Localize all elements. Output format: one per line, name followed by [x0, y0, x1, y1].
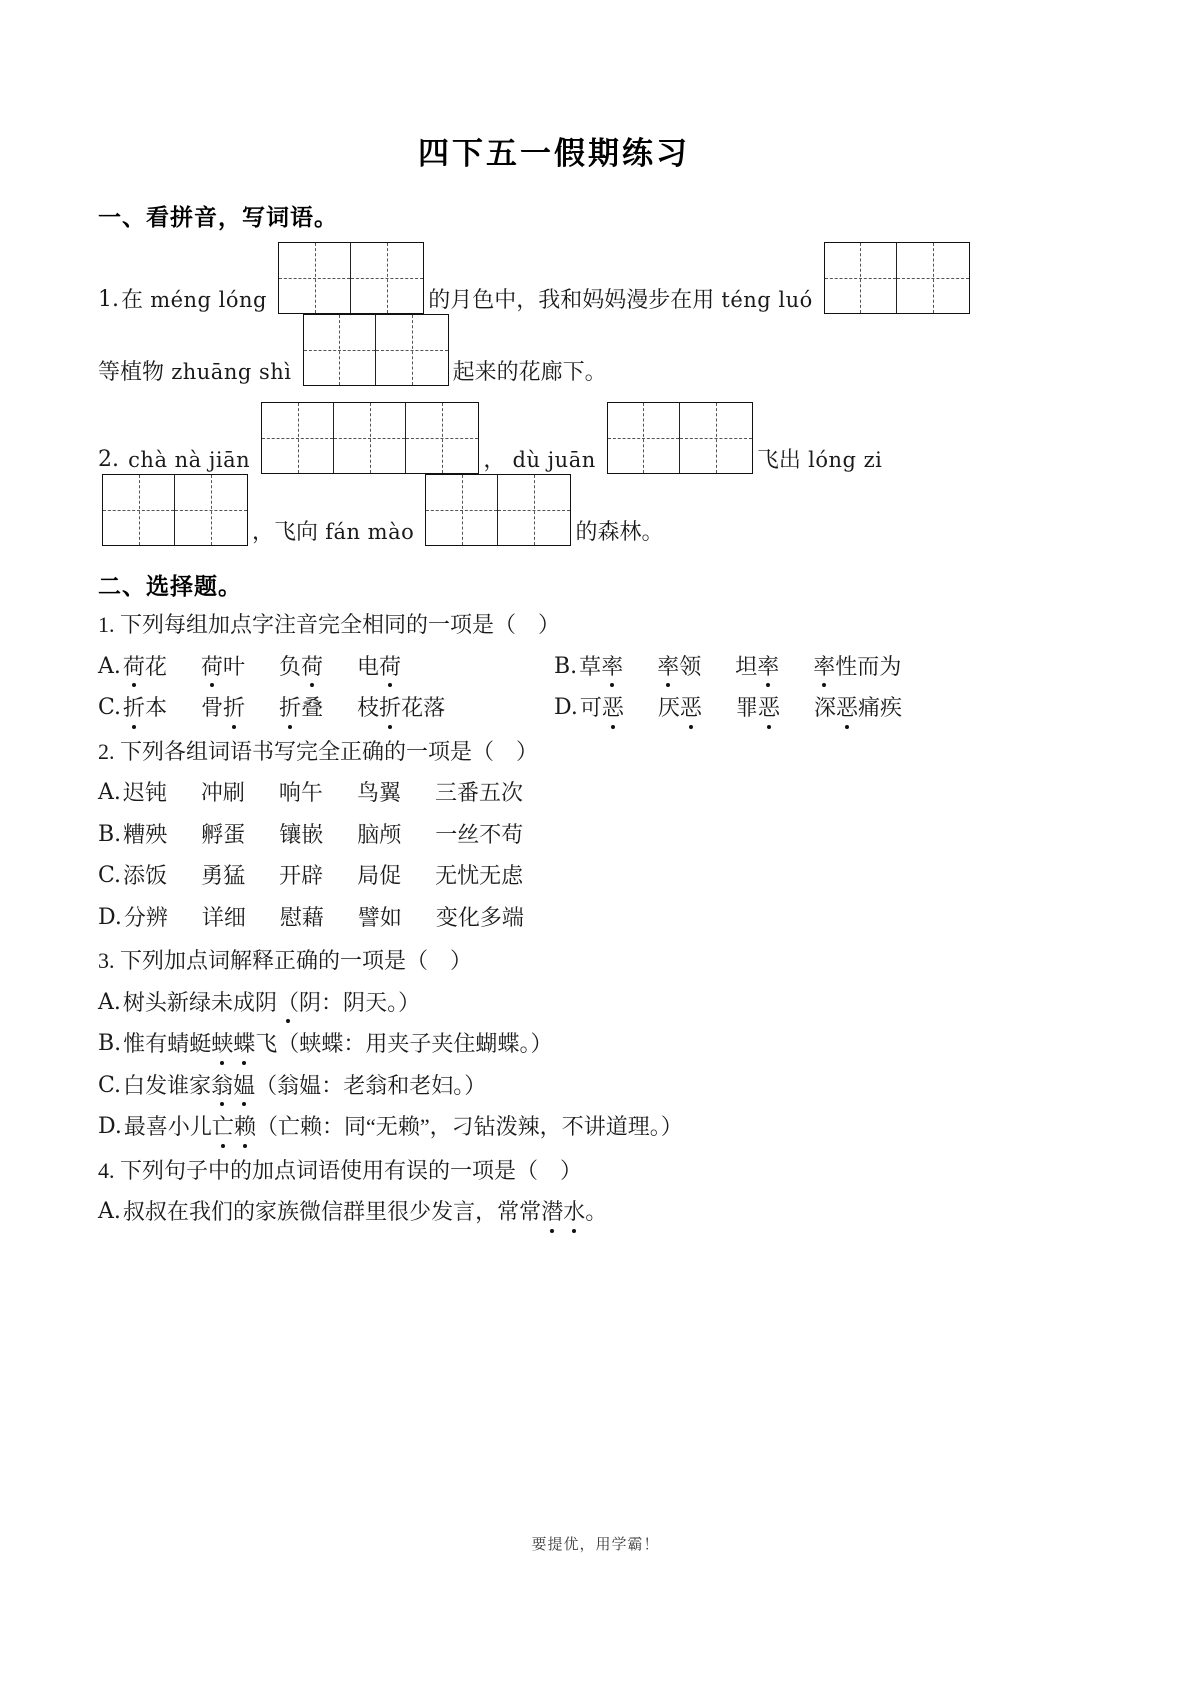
choice-word: 草率 — [579, 653, 624, 679]
dotted-character: 翁 — [211, 1072, 234, 1098]
dotted-character: 水 — [563, 1199, 586, 1224]
dotted-character: （ — [277, 989, 300, 1015]
choice-word: 可恶 — [579, 695, 624, 720]
option-a[interactable] — [98, 779, 1010, 807]
option-label: A. — [98, 653, 121, 679]
choice-word: 枝折花落 — [357, 695, 446, 720]
choice-word: 率领 — [657, 653, 702, 679]
item-number: 1. — [98, 286, 119, 312]
choice-question — [98, 611, 1010, 722]
choice-question — [98, 947, 1010, 1141]
sentence-text: 在 — [121, 286, 144, 312]
option-a[interactable] — [98, 653, 554, 681]
section-heading-one: 一、看拼音，写词语。 — [98, 204, 338, 231]
option-row — [98, 653, 1010, 681]
choice-word: 罪恶 — [735, 695, 780, 720]
choice-word: 厌恶 — [657, 695, 702, 720]
pinyin-exercise-list — [98, 242, 1010, 546]
tianzige-cell[interactable] — [262, 403, 334, 473]
choice-word: 无忧无虑 — [435, 863, 524, 888]
question-stem: 1. 下列每组加点字注音完全相同的一项是（ ） — [98, 612, 561, 637]
option-a[interactable] — [98, 1198, 1010, 1226]
choice-word: 三番五次 — [434, 780, 523, 805]
option-words — [123, 653, 401, 681]
dotted-character: 率 — [757, 653, 780, 679]
choice-word: 添饭 — [123, 863, 168, 888]
page-title: 四下五一假期练习 — [418, 136, 690, 172]
dotted-character: 恶 — [601, 695, 624, 720]
dotted-character: 恶 — [835, 695, 858, 720]
option-d[interactable] — [98, 904, 1010, 932]
choice-word: 鸟翼 — [356, 780, 401, 805]
choice-word: 开辟 — [279, 863, 324, 888]
dotted-character: 折 — [223, 695, 246, 720]
choice-question — [98, 738, 1010, 932]
choice-word: 折本 — [123, 695, 168, 720]
pinyin-exercise-line — [98, 242, 1010, 386]
pinyin-text: chà nà jiān — [121, 447, 258, 472]
choice-word: 糟殃 — [123, 821, 168, 847]
sentence-text: 的月色中，我和妈妈漫步在用 — [428, 286, 715, 312]
tianzige-cell[interactable] — [334, 403, 406, 473]
tianzige-grid[interactable] — [102, 474, 248, 546]
dotted-character: 率 — [813, 653, 836, 679]
tianzige-grid[interactable] — [278, 242, 424, 314]
sentence-text: 等植物 — [98, 358, 165, 384]
tianzige-cell[interactable] — [304, 315, 376, 385]
option-label: D. — [98, 904, 122, 930]
tianzige-grid[interactable] — [261, 402, 479, 474]
choice-word: 率性而为 — [813, 653, 902, 679]
choice-word: 一丝不苟 — [435, 821, 524, 847]
item-number: 2. — [98, 446, 119, 472]
option-b[interactable] — [554, 653, 1010, 681]
choice-word: 孵蛋 — [201, 821, 246, 847]
dotted-character: 媪 — [233, 1072, 256, 1098]
tianzige-cell[interactable] — [351, 243, 423, 313]
choice-word: 譬如 — [357, 904, 402, 930]
tianzige-grid[interactable] — [607, 402, 753, 474]
option-sentence: 惟有蜻蜓蛱蝶飞（蛱蝶：用夹子夹住蝴蝶。） — [123, 1031, 553, 1056]
option-label: A. — [98, 780, 121, 805]
choice-word: 骨折 — [201, 695, 246, 720]
option-words — [123, 779, 523, 807]
option-a[interactable] — [98, 989, 1010, 1017]
option-sentence: 树头新绿未成阴（阴：阴天。） — [122, 989, 421, 1015]
option-words — [123, 694, 445, 722]
sentence-text: ，飞向 — [252, 518, 319, 544]
option-words — [579, 653, 901, 681]
choice-question — [98, 1157, 1010, 1226]
sentence-text: 起来的花廊下。 — [452, 358, 607, 384]
option-words — [123, 821, 523, 849]
choice-word: 荷花 — [122, 653, 167, 679]
option-c[interactable] — [98, 862, 1010, 890]
worksheet-content — [98, 128, 1010, 1242]
choice-word: 详细 — [201, 904, 246, 930]
option-label: C. — [98, 695, 122, 720]
dotted-character: 荷 — [379, 653, 402, 679]
dotted-character: 率 — [601, 653, 624, 679]
choice-word: 慰藉 — [279, 904, 324, 930]
pinyin-exercise-item — [98, 402, 1010, 546]
option-row — [98, 694, 1010, 722]
option-d[interactable] — [554, 694, 1010, 722]
option-label: B. — [554, 653, 578, 679]
choice-word: 脑颅 — [357, 821, 402, 847]
pinyin-text: lóng zi — [800, 447, 890, 472]
option-b[interactable] — [98, 1030, 1010, 1058]
option-label: D. — [98, 1114, 122, 1139]
option-b[interactable] — [98, 821, 1010, 849]
choice-word: 折叠 — [279, 695, 324, 720]
pinyin-exercise-item — [98, 242, 1010, 386]
option-words — [123, 862, 523, 890]
pinyin-exercise-line — [98, 402, 1010, 546]
tianzige-cell[interactable] — [376, 315, 448, 385]
option-words — [580, 694, 902, 722]
choice-word: 电荷 — [356, 653, 402, 679]
option-sentence: 白发谁家翁媪（翁媪：老翁和老妇。） — [123, 1072, 487, 1098]
section-heading-two: 二、选择题。 — [98, 573, 242, 600]
dotted-character: 荷 — [200, 653, 223, 679]
dotted-character: 率 — [657, 653, 680, 679]
tianzige-cell[interactable] — [279, 243, 351, 313]
pinyin-text: zhuāng shì — [164, 359, 299, 384]
choice-word: 勇猛 — [201, 863, 246, 888]
option-sentence: 叔叔在我们的家族微信群里很少发言，常常潜水。 — [122, 1199, 608, 1224]
dotted-character: 赖 — [233, 1114, 256, 1139]
tianzige-cell[interactable] — [897, 243, 969, 313]
choice-word: 迟钝 — [122, 780, 167, 805]
option-label: B. — [98, 1031, 122, 1056]
sentence-text: ， — [483, 446, 506, 472]
tianzige-cell[interactable] — [680, 403, 752, 473]
dotted-character: 恶 — [757, 695, 780, 720]
option-d[interactable] — [98, 1113, 1010, 1141]
question-stem: 4. 下列句子中的加点词语使用有误的一项是（ ） — [98, 1157, 583, 1183]
choice-word: 坦率 — [735, 653, 780, 679]
choice-word: 荷叶 — [200, 653, 245, 679]
dotted-character: 荷 — [300, 653, 323, 679]
choice-word: 分辨 — [123, 904, 168, 930]
question-stem: 2. 下列各组词语书写完全正确的一项是（ ） — [98, 738, 539, 764]
tianzige-cell[interactable] — [825, 243, 897, 313]
sentence-text: 飞出 — [756, 446, 801, 472]
dotted-character: 蛱 — [211, 1031, 234, 1056]
dotted-character: 亡 — [211, 1114, 234, 1139]
tianzige-grid[interactable] — [824, 242, 970, 314]
option-label: D. — [554, 695, 578, 720]
choice-word: 响午 — [278, 780, 323, 805]
option-c[interactable] — [98, 694, 554, 722]
sentence-text: 的森林。 — [575, 518, 664, 544]
choice-word: 冲刷 — [200, 780, 245, 805]
dotted-character: 荷 — [122, 653, 145, 679]
tianzige-cell[interactable] — [608, 403, 680, 473]
option-sentence: 最喜小儿亡赖（亡赖：同“无赖”，刁钻泼辣，不讲道理。） — [123, 1114, 683, 1139]
tianzige-cell[interactable] — [498, 475, 570, 545]
tianzige-grid[interactable] — [303, 314, 449, 386]
dotted-character: 蝶 — [233, 1031, 256, 1056]
pinyin-text: fán mào — [318, 519, 422, 544]
pinyin-text: dù juān — [505, 447, 603, 472]
option-label: A. — [98, 1199, 121, 1224]
question-stem: 3. 下列加点词解释正确的一项是（ ） — [98, 948, 473, 973]
page-footer: 要提优，用学霸！ — [531, 1537, 660, 1553]
tianzige-cell[interactable] — [406, 403, 478, 473]
option-label: C. — [98, 863, 122, 888]
tianzige-cell[interactable] — [103, 475, 175, 545]
option-c[interactable] — [98, 1072, 1010, 1100]
dotted-character: 潜 — [541, 1199, 564, 1224]
choice-word: 深恶痛疾 — [813, 695, 903, 720]
option-label: C. — [98, 1072, 122, 1098]
option-label: A. — [98, 989, 121, 1015]
tianzige-cell[interactable] — [175, 475, 247, 545]
option-label: B. — [98, 821, 122, 847]
dotted-character: 折 — [279, 695, 302, 720]
choice-word: 变化多端 — [435, 904, 524, 930]
dotted-character: 折 — [123, 695, 146, 720]
tianzige-cell[interactable] — [426, 475, 498, 545]
choice-word: 负荷 — [278, 653, 323, 679]
dotted-character: 折 — [379, 695, 402, 720]
pinyin-text: téng luó — [714, 287, 820, 312]
option-words — [124, 904, 524, 932]
dotted-character: 恶 — [679, 695, 702, 720]
choice-question-list — [98, 611, 1010, 1226]
choice-word: 局促 — [357, 863, 402, 888]
choice-word: 镶嵌 — [279, 821, 324, 847]
pinyin-text: méng lóng — [143, 287, 275, 312]
tianzige-grid[interactable] — [425, 474, 571, 546]
